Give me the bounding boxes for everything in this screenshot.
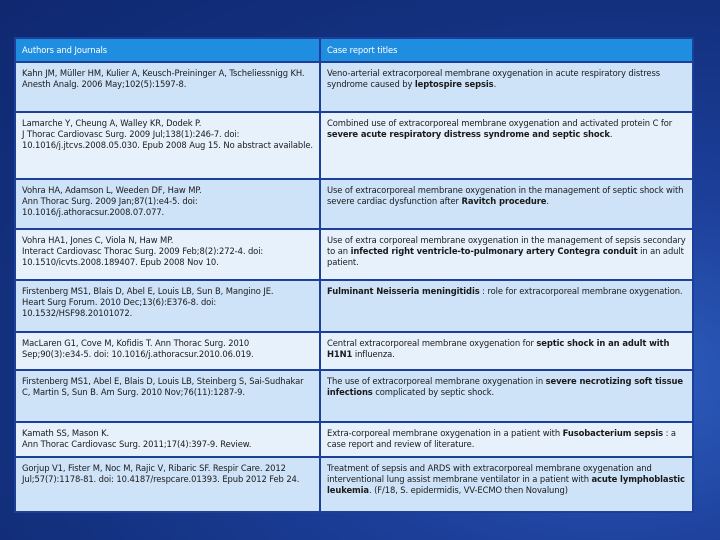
table-row xyxy=(15,112,693,179)
table-row xyxy=(15,370,693,422)
title-text: Extra-corporeal membrane oxygenation in a patient with xyxy=(327,428,563,438)
table-row xyxy=(15,422,693,457)
title-text: complicated by septic shock. xyxy=(372,387,495,397)
title-cell xyxy=(320,62,693,112)
table-row xyxy=(15,280,693,332)
highlighted-term: severe acute respiratory distress syndrome and septic shock xyxy=(327,129,610,139)
title-cell xyxy=(320,457,693,512)
highlighted-term: Fulminant Neisseria meningitidis xyxy=(327,286,480,296)
title-text: Veno-arterial extracorporeal membrane oxygenation in acute respiratory distress syndrome caused by xyxy=(327,68,661,89)
highlighted-term: acute lymphoblastic leukemia xyxy=(327,474,685,495)
authors-cell xyxy=(15,422,320,457)
authors-cell xyxy=(15,112,320,179)
citation-line: Firstenberg MS1, Abel E, Blais D, Louis LB, Steinberg S, Sai-Sudhakar C, Martin S, Sun B. Am Surg. 2010 Nov;76(11):1287-9. xyxy=(22,376,304,397)
title-text: : a case report and review of literature. xyxy=(327,428,676,449)
citation-line: Ann Thorac Cardiovasc Surg. 2011;17(4):397-9. Review. xyxy=(22,439,252,449)
citation-line: J Thorac Cardiovasc Surg. 2009 Jul;138(1):246-7. doi: 10.1016/j.jtcvs.2008.05.030. Epub 2008 Aug 15. No abstract available. xyxy=(22,129,313,150)
citation-line: Ann Thorac Surg. 2009 Jan;87(1):e4-5. doi: 10.1016/j.athoracsur.2008.07.077. xyxy=(22,196,198,217)
table-row xyxy=(15,62,693,112)
citation-line: Anesth Analg. 2006 May;102(5):1597-8. xyxy=(22,79,187,89)
citation-line: Heart Surg Forum. 2010 Dec;13(6):E376-8. doi: 10.1532/HSF98.20101072. xyxy=(22,297,217,318)
authors-cell xyxy=(15,280,320,332)
title-text: Central extracorporeal membrane oxygenation for xyxy=(327,338,537,348)
title-text: influenza. xyxy=(352,349,395,359)
highlighted-term: septic shock in an adult with H1N1 xyxy=(327,338,670,359)
authors-cell xyxy=(15,229,320,280)
table-row xyxy=(15,179,693,229)
citation-line: MacLaren G1, Cove M, Kofidis T. Ann Thorac Surg. 2010 Sep;90(3):e34-5. doi: 10.1016/j.athoracsur.2010.06.019. xyxy=(22,338,254,359)
title-cell xyxy=(320,229,693,280)
highlighted-term: Ravitch procedure xyxy=(461,196,547,206)
title-cell xyxy=(320,179,693,229)
highlighted-term: infected right ventricle-to-pulmonary artery Contegra conduit xyxy=(350,246,638,256)
title-text: . xyxy=(493,79,497,89)
table-header-row xyxy=(15,38,693,62)
authors-cell xyxy=(15,179,320,229)
citation-line: Lamarche Y, Cheung A, Walley KR, Dodek P. xyxy=(22,118,202,128)
title-cell xyxy=(320,370,693,422)
citation-line: Vohra HA, Adamson L, Weeden DF, Haw MP. xyxy=(22,185,202,195)
table-row xyxy=(15,457,693,512)
header-authors-journals: Authors and Journals xyxy=(15,38,320,62)
authors-cell xyxy=(15,457,320,512)
title-cell xyxy=(320,422,693,457)
title-text: Use of extracorporeal membrane oxygenation in the management of septic shock with severe cardiac dysfunction after xyxy=(327,185,684,206)
highlighted-term: Fusobacterium sepsis xyxy=(562,428,664,438)
title-text: . (F/18, S. epidermidis, VV-ECMO then Novalung) xyxy=(369,485,568,495)
highlighted-term: leptospire sepsis xyxy=(414,79,494,89)
authors-cell xyxy=(15,62,320,112)
title-cell xyxy=(320,112,693,179)
citation-line: Vohra HA1, Jones C, Viola N, Haw MP. xyxy=(22,235,174,245)
citation-line: Kahn JM, Müller HM, Kulier A, Keusch-Preininger A, Tscheliessnigg KH. xyxy=(22,68,305,78)
citation-line: Kamath SS, Mason K. xyxy=(22,428,110,438)
title-text: : role for extracorporeal membrane oxygenation. xyxy=(479,286,683,296)
highlighted-term: severe necrotizing soft tissue infections xyxy=(327,376,683,397)
citation-line: Firstenberg MS1, Blais D, Abel E, Louis LB, Sun B, Mangino JE. xyxy=(22,286,274,296)
title-text: Use of extra corporeal membrane oxygenation in the management of sepsis secondary to an xyxy=(327,235,686,256)
title-text: Combined use of extracorporeal membrane oxygenation and activated protein C for xyxy=(327,118,673,128)
header-case-report-titles: Case report titles xyxy=(320,38,693,62)
title-cell xyxy=(320,280,693,332)
title-text: The use of extracorporeal membrane oxygenation in xyxy=(327,376,546,386)
table-body xyxy=(15,62,693,512)
table-row xyxy=(15,332,693,370)
table-row xyxy=(15,229,693,280)
case-reports-table xyxy=(14,37,694,513)
title-cell xyxy=(320,332,693,370)
title-text: . xyxy=(546,196,549,206)
citation-line: Interact Cardiovasc Thorac Surg. 2009 Feb;8(2):272-4. doi: 10.1510/icvts.2008.189407. Epub 2008 Nov 10. xyxy=(22,246,264,267)
authors-cell xyxy=(15,332,320,370)
citation-line: Gorjup V1, Fister M, Noc M, Rajic V, Ribaric SF. Respir Care. 2012 Jul;57(7):1178-81. doi: 10.4187/respcare.01393. Epub 2012 Feb 24. xyxy=(22,463,300,484)
title-text: . xyxy=(609,129,613,139)
authors-cell xyxy=(15,370,320,422)
title-text: Treatment of sepsis and ARDS with extracorporeal membrane oxygenation and interventional lung assist membrane ventilator in a patient with xyxy=(327,463,652,484)
title-text: in an adult patient. xyxy=(327,246,684,267)
